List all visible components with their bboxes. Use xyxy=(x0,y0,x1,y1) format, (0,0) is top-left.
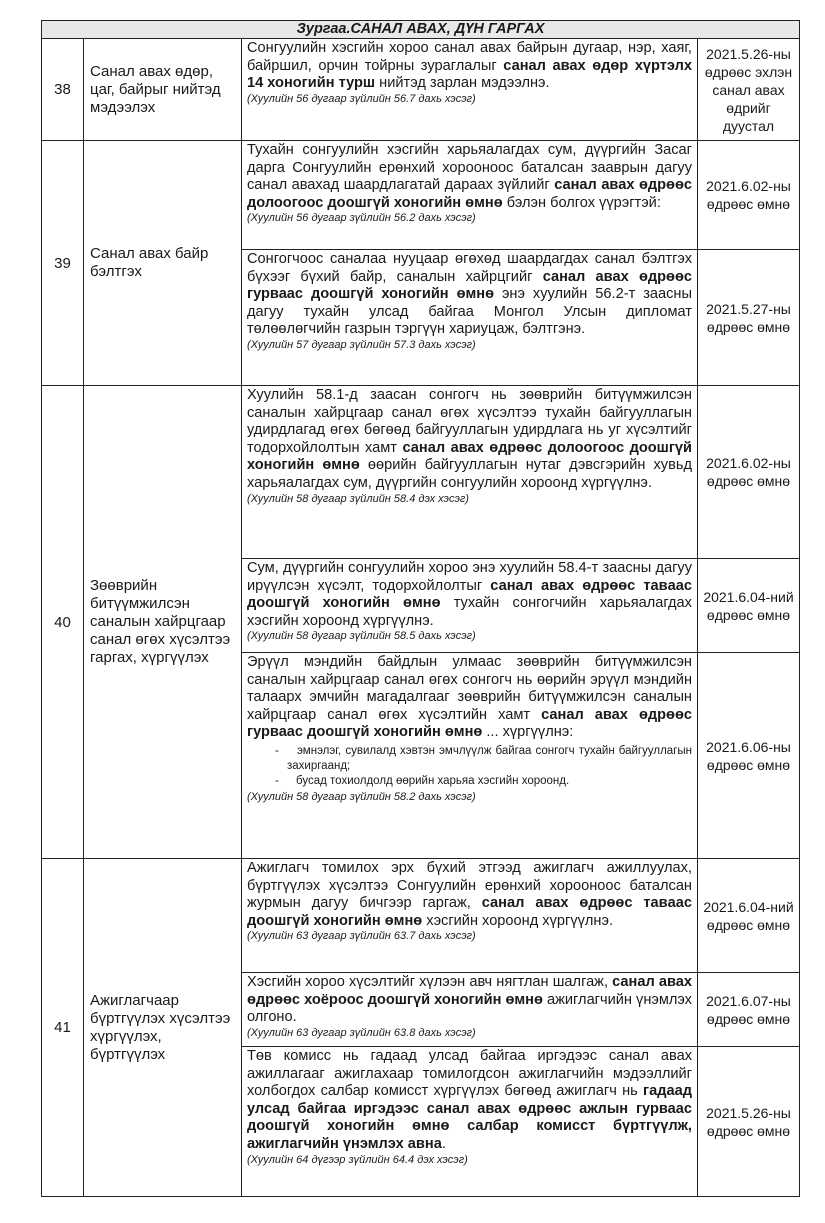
recipient-list xyxy=(247,744,692,789)
row-number: 41 xyxy=(42,859,84,1197)
desc-deadline: санал авах өдрөөс хоёроос доошгүй хоногийн өмнө xyxy=(247,974,692,1008)
law-reference: (Хуулийн 56 дугаар зүйлийн 56.7 дахь хэсэг) xyxy=(247,92,476,105)
table-row xyxy=(42,859,800,973)
desc-text: хэсгийн хороонд хүргүүлнэ. xyxy=(426,912,613,929)
deadline-date: 2021.5.26-ны өдрөөс өмнө xyxy=(698,1047,800,1197)
desc-text: Ажиглагч томилох эрх бүхий этгээд ажиглагч ажиллуулах, бүртгүүлэх хүсэлтээ Сонгуулийн ерөнхий хорооноос баталсан журмын дагуу бичгээр гаргаж, xyxy=(247,860,692,912)
deadline-date: 2021.6.04-ний өдрөөс өмнө xyxy=(698,559,800,653)
list-item: - эмнэлэг, сувилалд хэвтэн эмчлүүлж байгаа сонгогч тухайн байгууллагын захиргаанд; xyxy=(247,744,692,774)
desc-deadline: санал авах өдрөөс тавaас доошгүй хоногийн өмнө xyxy=(247,895,692,929)
activity-description xyxy=(242,1047,698,1197)
deadline-date: 2021.6.04-ний өдрөөс өмнө xyxy=(698,859,800,973)
section-header-row xyxy=(42,21,800,39)
desc-text: бэлэн болгох үүрэгтэй: xyxy=(506,194,661,211)
desc-text: ажиглагчийн үнэмлэх олгоно. xyxy=(247,991,692,1026)
desc-text: Тухайн сонгуулийн хэсгийн харьяалагдах сум, дүүргийн Засаг дарга Сонгуулийн ерөнхий хорооноос баталсан зааврын дагуу санал авахад шаардлагатай дараах зүйлийг xyxy=(247,142,692,194)
desc-text: Эрүүл мэндийн байдлын улмаас зөөврийн битүүмжилсэн саналын хайрцгаар санал өгөх сонгогч нь өөрийн эрүүл мэндийн талаарх эмчийн магадалгааг зөөврийн битүүмжилсэн саналын хайрцгаар санал өгөх хүсэлтийн хамт xyxy=(247,654,692,723)
desc-text: Хуулийн 58.1-д заасан сонгогч нь зөөврийн битүүмжилсэн саналын хайрцгаар санал өгөх хүсэлтээ тухайн байгууллагын удирдлагад өгөх бөгөөд байгууллагын удирдлага нь уг хүсэлтийг тодорхойлолтын хамт xyxy=(247,387,692,456)
activity-title: Зөөврийн битүүмжилсэн саналын хайрцгаар санал өгөх хүсэлтээ гаргах, хүргүүлэх xyxy=(84,386,242,859)
deadline-date: 2021.5.26-ны өдрөөс эхлэн санал авах өдрийг дуустал xyxy=(698,39,800,141)
desc-deadline: гадаад улсад байгаа иргэдээс санал авах өдрөөс ажлын гурваас доошгүй хоногийн өмнө салбар комисст бүртгүүлж, ажиглагчийн үнэмлэх авна xyxy=(247,1083,692,1152)
activity-description xyxy=(242,386,698,559)
desc-text: өөрийн байгууллагын нутаг дэвсгэрийн хувьд харьяалагдах сум, дүүргийн сонгуулийн хороонд хүргүүлнэ. xyxy=(247,457,692,491)
law-reference: (Хуулийн 64 дүгээр зүйлийн 64.4 дэх хэсэг) xyxy=(247,1153,468,1166)
desc-deadline: санал авах өдрөөс гурваас доошгүй хоногийн өмнө xyxy=(247,268,692,303)
desc-text: энэ хуулийн 56.2-т заасны дагуу тухайн улсад байгаа Монгол Улсын дипломат төлөөлөгчийн газрын тэргүүн хариуцаж, бэлтгэнэ. xyxy=(247,286,692,338)
row-number: 40 xyxy=(42,386,84,859)
section-header: Зургаа.САНАЛ АВАХ, ДҮН ГАРГАХ xyxy=(42,21,800,39)
deadline-date: 2021.5.27-ны өдрөөс өмнө xyxy=(698,250,800,386)
deadline-date: 2021.6.07-ны өдрөөс өмнө xyxy=(698,973,800,1047)
activity-description xyxy=(242,559,698,653)
list-item: - бусад тохиолдолд өөрийн харьяа хэсгийн хороонд. xyxy=(247,774,692,789)
desc-text: Сонгуулийн хэсгийн хороо санал авах байрын дугаар, нэр, хаяг, байршил, орчин тойрны зураглалыг xyxy=(247,40,692,74)
activity-title: Санал авах өдөр, цаг, байрыг нийтэд мэдээлэх xyxy=(84,39,242,141)
law-reference: (Хуулийн 58 дугаар зүйлийн 58.5 дахь хэсэг) xyxy=(247,630,476,643)
law-reference: (Хуулийн 56 дугаар зүйлийн 56.2 дахь хэсэг) xyxy=(247,212,476,225)
law-reference: (Хуулийн 63 дугаар зүйлийн 63.7 дахь хэсэг) xyxy=(247,930,476,943)
desc-text: Хэсгийн хороо хүсэлтийг хүлээн авч нягтлан шалгаж, xyxy=(247,974,608,990)
schedule-table xyxy=(41,20,800,1197)
desc-deadline: санал авах өдөр хүртэлх 14 хоногийн турш xyxy=(247,57,692,92)
row-number: 39 xyxy=(42,141,84,386)
desc-text: тухайн сонгогчийн харьяалагдах хэсгийн хороонд хүргүүлнэ. xyxy=(247,595,692,629)
activity-description xyxy=(242,653,698,859)
activity-description xyxy=(242,141,698,250)
deadline-date: 2021.6.06-ны өдрөөс өмнө xyxy=(698,653,800,859)
table-row xyxy=(42,141,800,250)
desc-deadline: санал авах өдрөөс гурваас доошгүй хоногийн өмнө xyxy=(247,706,692,741)
deadline-date: 2021.6.02-ны өдрөөс өмнө xyxy=(698,141,800,250)
desc-text: нийтэд зарлан мэдээлнэ. xyxy=(379,75,550,92)
desc-text: Сум, дүүргийн сонгуулийн хороо энэ хуулийн 58.4-т заасны дагуу ирүүлсэн хүсэлт, тодорхойлолтыг xyxy=(247,560,692,594)
desc-text: Төв комисс нь гадаад улсад байгаа иргэдээс санал авах ажиллагааг ажиглахаар томилогдсон ажиглагчийн мэдээллийг холбогдох салбар комисст хүргүүлэх бөгөөд ажиглагч нь xyxy=(247,1048,692,1100)
activity-title: Санал авах байр бэлтгэх xyxy=(84,141,242,386)
desc-deadline: санал авах өдрөөс тавaас доошгүй хоногийн өмнө xyxy=(247,577,692,612)
desc-deadline: санал авах өдрөөс долоогоос доошгүй хоногийн өмнө xyxy=(247,177,692,211)
law-reference: (Хуулийн 57 дугаар зүйлийн 57.3 дахь хэсэг) xyxy=(247,338,476,351)
table-row xyxy=(42,39,800,141)
desc-deadline: санал авах өдрөөс долоогоос доошгүй хоногийн өмнө xyxy=(247,439,693,474)
desc-text: Сонгогчоос саналаа нууцаар өгөхөд шаардагдах санал бэлтгэх бүхээг бүхий байр, саналын хайрцгийг xyxy=(247,251,692,285)
law-reference: (Хуулийн 58 дугаар зүйлийн 58.4 дэх хэсэг) xyxy=(247,492,469,505)
election-schedule-page xyxy=(41,20,799,1197)
activity-description xyxy=(242,973,698,1047)
law-reference: (Хуулийн 63 дугаар зүйлийн 63.8 дахь хэсэг) xyxy=(247,1026,476,1039)
table-row xyxy=(42,386,800,559)
activity-description xyxy=(242,859,698,973)
desc-text: . xyxy=(441,1135,446,1152)
law-reference: (Хуулийн 58 дугаар зүйлийн 58.2 дахь хэсэг) xyxy=(247,790,476,803)
deadline-date: 2021.6.02-ны өдрөөс өмнө xyxy=(698,386,800,559)
activity-description xyxy=(242,39,698,141)
row-number: 38 xyxy=(42,39,84,141)
activity-title: Ажиглагчаар бүртгүүлэх хүсэлтээ хүргүүлэх, бүртгүүлэх xyxy=(84,859,242,1197)
desc-text: ... хүргүүлнэ: xyxy=(486,724,574,741)
activity-description xyxy=(242,250,698,386)
